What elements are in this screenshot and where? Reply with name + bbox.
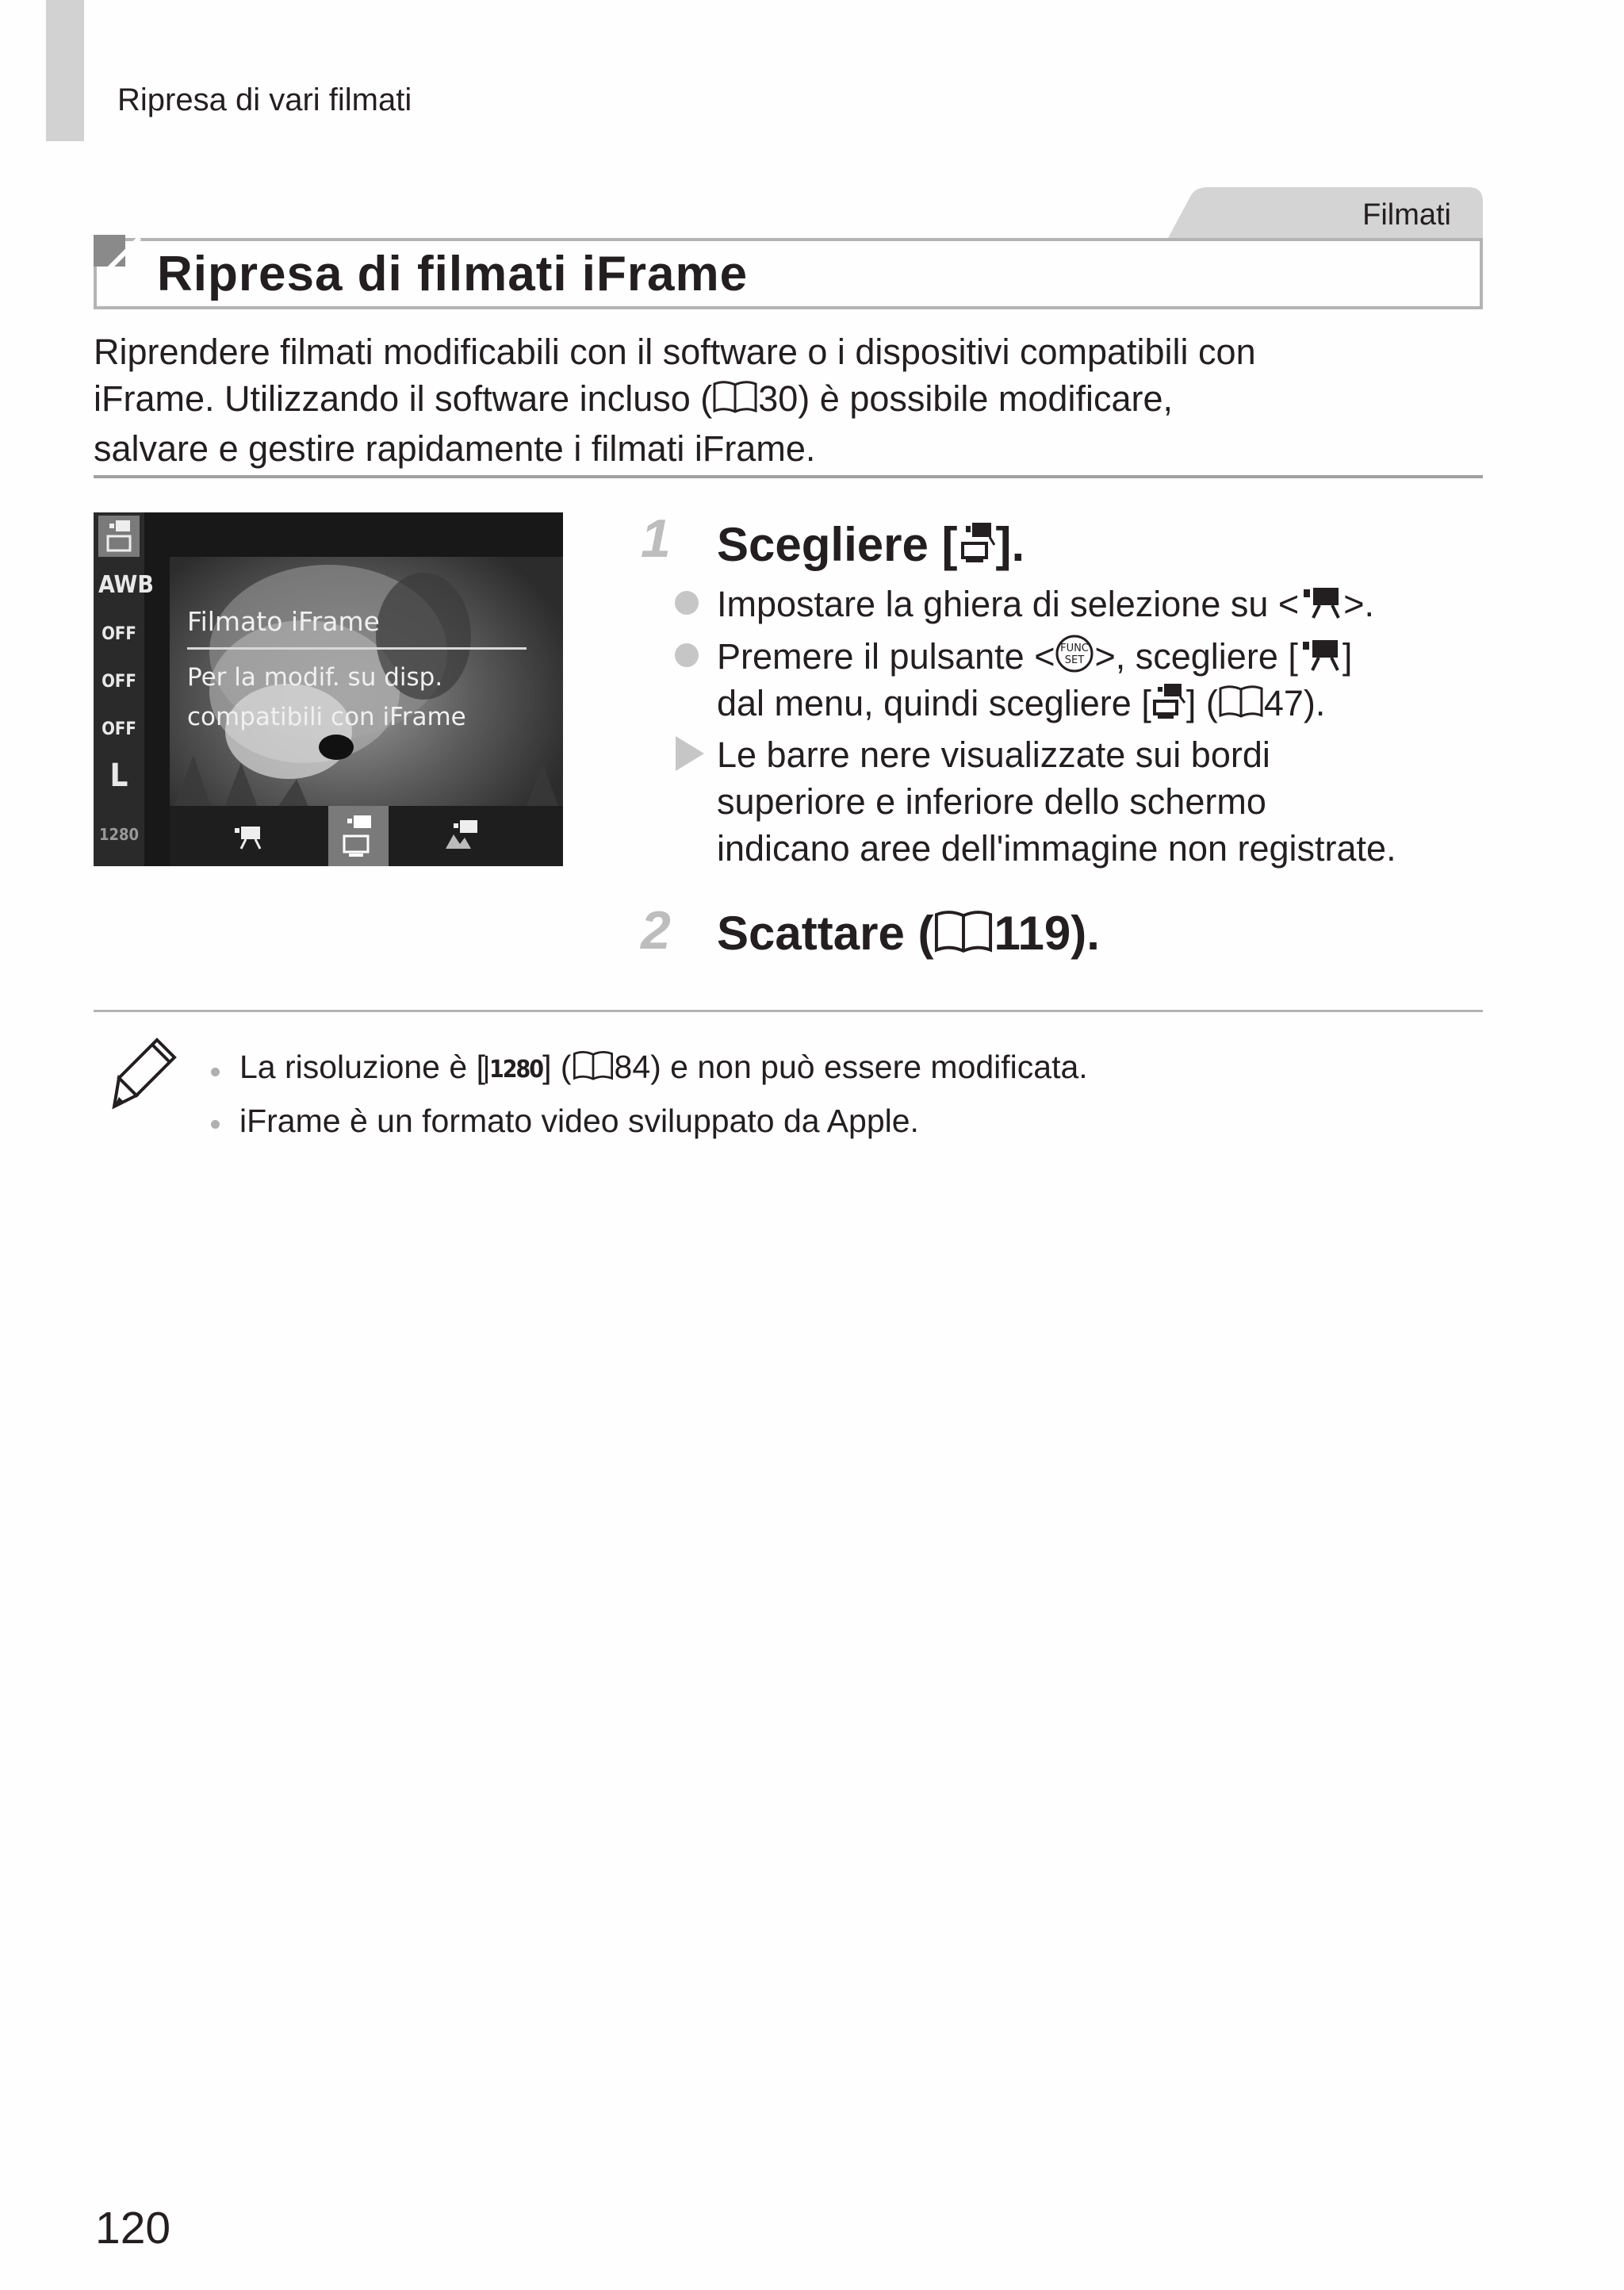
iframe-mode-icon <box>958 520 996 577</box>
step-1-bullet-2-cont: dal menu, quindi scegliere [ ] ( 47). <box>717 680 1325 731</box>
resolution-1280-icon: 1280 <box>98 825 140 844</box>
iframe-mode-icon <box>1151 681 1186 731</box>
note-1: La risoluzione è [ 1280] ( 84) e non può essere modificata. <box>239 1049 1088 1089</box>
iframe-mode-icon <box>98 516 140 557</box>
note-bullet <box>211 1068 220 1076</box>
title-decoration-icon <box>94 235 141 278</box>
resolution-1280-icon: 1280 <box>485 1056 542 1084</box>
camera-menu-title: Filmato iFrame <box>187 606 380 637</box>
standard-movie-icon <box>233 820 268 856</box>
camera-menu-description-1: Per la modif. su disp. <box>187 663 443 692</box>
page-number: 120 <box>95 2203 171 2254</box>
step-2-number: 2 <box>641 900 671 961</box>
camera-menu-description-2: compatibili con iFrame <box>187 703 466 731</box>
awb-icon: AWB <box>98 571 154 599</box>
camera-menu-underline <box>187 647 527 650</box>
step-2-heading: Scattare ( 119). <box>717 906 1100 965</box>
book-icon <box>1218 683 1264 730</box>
step-1-bullet-1: Impostare la ghiera di selezione su < >. <box>717 581 1374 631</box>
running-head: Ripresa di vari filmati <box>117 82 412 117</box>
size-large-icon: L <box>109 758 128 794</box>
category-tab-label: Filmati <box>1362 198 1451 232</box>
category-tab <box>1167 187 1483 240</box>
miniature-movie-icon <box>442 817 482 857</box>
note-2: iFrame è un formato video sviluppato da Apple. <box>239 1103 919 1139</box>
result-triangle-icon <box>676 736 704 771</box>
book-icon <box>933 908 994 965</box>
header-tab-marker <box>46 0 84 141</box>
iframe-movie-icon <box>339 812 379 864</box>
note-divider <box>94 1010 1483 1012</box>
step-1-number: 1 <box>641 508 671 569</box>
intro-paragraph: Riprendere filmati modificabili con il software o i dispositivi compatibili con iFrame. Utilizzando il software incluso ( 30) è possibile modificare, salvare e gestire rapidamente i filmati iFrame. <box>94 332 1256 469</box>
camera-screen-illustration <box>94 512 563 866</box>
page-title: Ripresa di filmati iFrame <box>157 247 749 301</box>
self-timer-off-icon: OFF <box>102 672 136 692</box>
movie-mode-icon <box>1299 584 1343 631</box>
book-icon <box>712 378 758 425</box>
step-1-heading: Scegliere [ ]. <box>717 517 1025 577</box>
svg-text:SET: SET <box>1065 654 1085 667</box>
svg-text:FUNC: FUNC <box>1060 643 1090 655</box>
bullet-dot <box>675 643 699 667</box>
step-1-result: Le barre nere visualizzate sui bordi superiore e inferiore dello schermo indicano aree dell'immagine non registrate. <box>717 735 1396 869</box>
step-1-bullet-2: Premere il pulsante < FUNC SET >, scegliere [ ] <box>717 633 1352 685</box>
flash-off-icon: OFF <box>102 624 136 644</box>
intro-divider <box>94 475 1483 478</box>
book-icon <box>572 1049 615 1089</box>
nd-off-icon: OFF <box>102 719 136 739</box>
camera-function-sidebar <box>94 512 154 866</box>
pencil-icon <box>108 1035 179 1118</box>
note-bullet <box>211 1120 220 1129</box>
movie-mode-icon <box>1298 636 1342 683</box>
func-set-button-icon <box>1055 634 1094 685</box>
bullet-dot <box>675 591 699 615</box>
